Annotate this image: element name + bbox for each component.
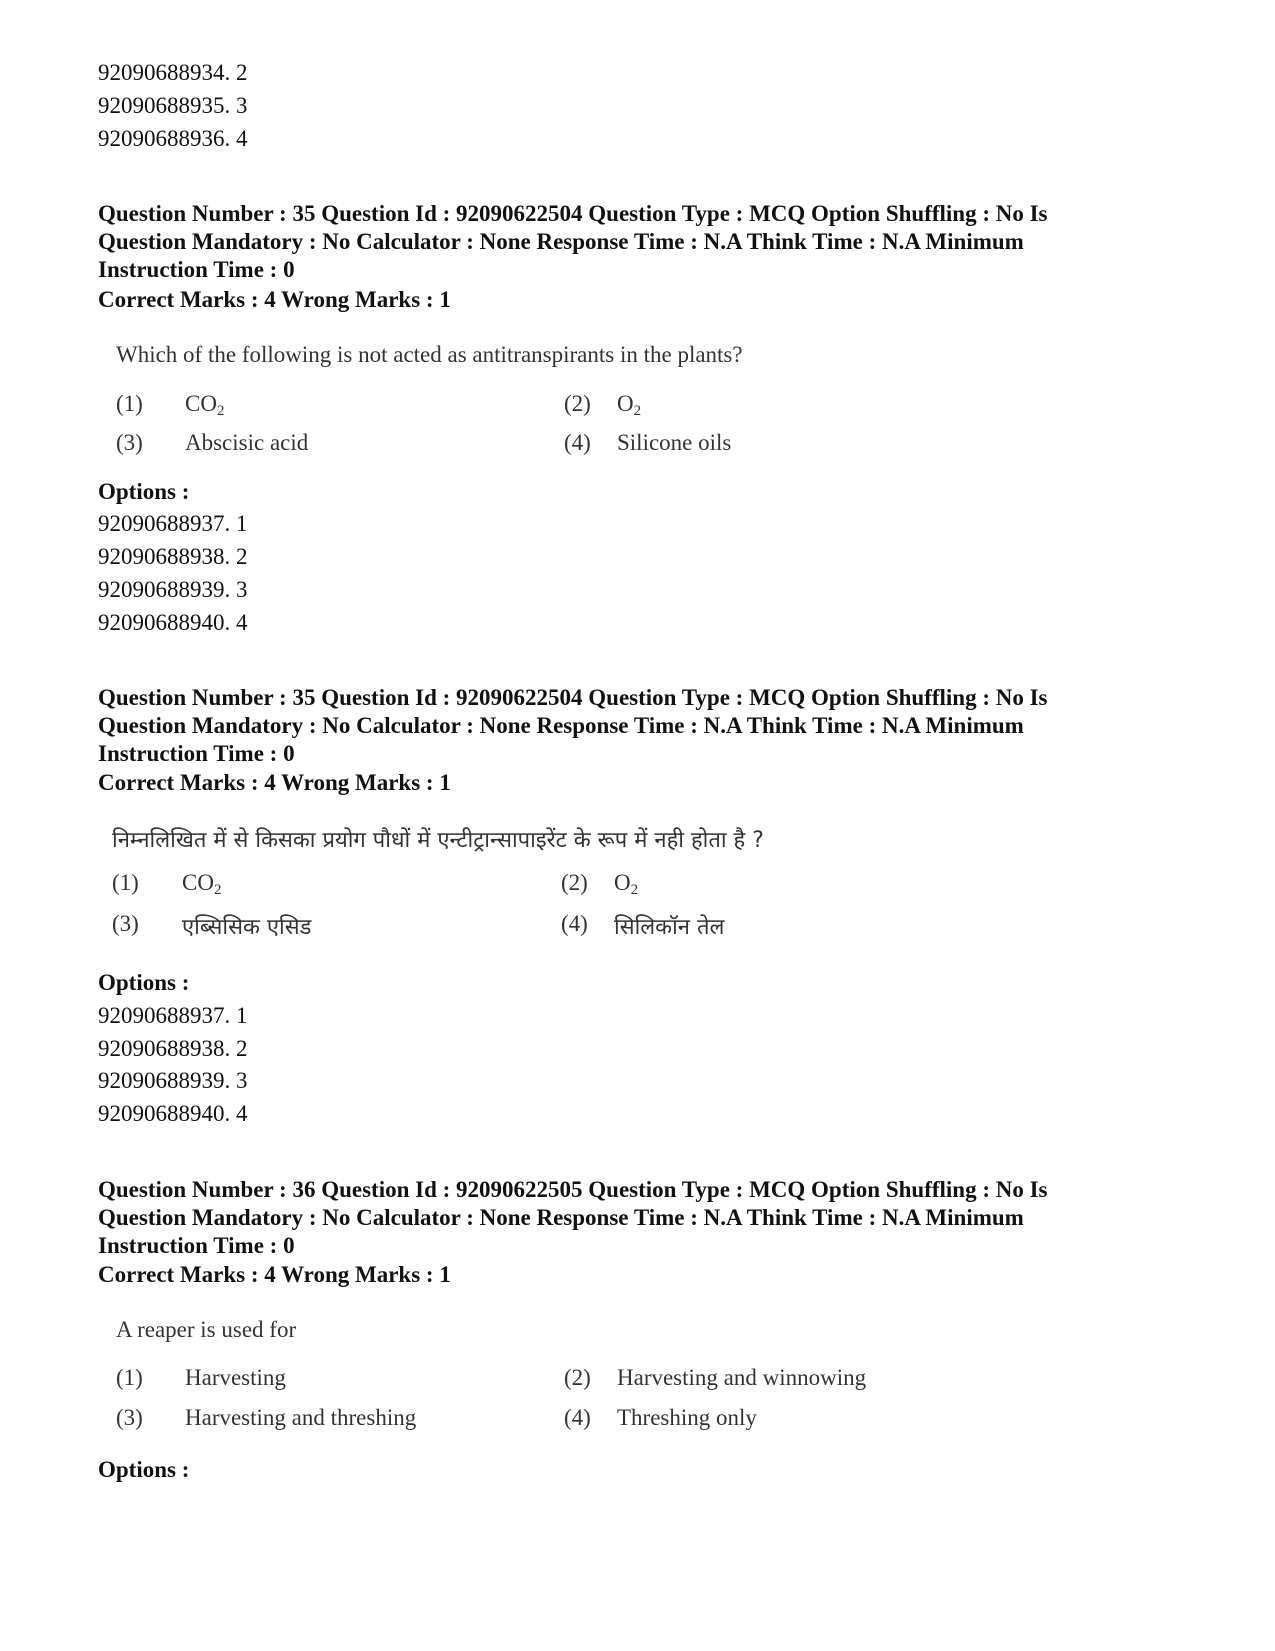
choice-number: (1) xyxy=(116,391,143,416)
marks-line: Correct Marks : 4 Wrong Marks : 1 xyxy=(98,287,451,312)
marks-line: Correct Marks : 4 Wrong Marks : 1 xyxy=(98,1262,451,1287)
question-meta xyxy=(98,684,1178,768)
option-line: 92090688940. 4 xyxy=(98,610,248,635)
question-meta-line: Question Number : 36 Question Id : 92090622505 Question Type : MCQ Option Shuffling : No Is xyxy=(98,1177,1048,1202)
question-meta-line: Question Number : 35 Question Id : 92090622504 Question Type : MCQ Option Shuffling : No Is xyxy=(98,201,1048,226)
options-label: Options : xyxy=(98,1457,190,1482)
choice-number: (4) xyxy=(561,911,588,936)
marks-line: Correct Marks : 4 Wrong Marks : 1 xyxy=(98,770,451,795)
choice-number: (4) xyxy=(564,430,591,455)
option-line: 92090688936. 4 xyxy=(98,126,248,151)
options-label: Options : xyxy=(98,970,190,995)
choice-text: Threshing only xyxy=(617,1405,757,1430)
option-line: 92090688938. 2 xyxy=(98,544,248,569)
question-meta-line: Question Mandatory : No Calculator : None Response Time : N.A Think Time : N.A Minimum xyxy=(98,229,1024,254)
choice-number: (3) xyxy=(116,430,143,455)
option-line: 92090688937. 1 xyxy=(98,1003,248,1028)
option-line: 92090688937. 1 xyxy=(98,511,248,536)
choice-text: Harvesting and threshing xyxy=(185,1405,417,1430)
question-text: A reaper is used for xyxy=(116,1317,297,1342)
question-meta-line: Question Mandatory : No Calculator : None Response Time : N.A Think Time : N.A Minimum xyxy=(98,1205,1024,1230)
question-meta xyxy=(98,1176,1178,1260)
choice-text: Silicone oils xyxy=(617,430,732,455)
choice-number: (3) xyxy=(116,1405,143,1430)
choice-text: Harvesting xyxy=(185,1365,286,1390)
choice-number: (2) xyxy=(564,1365,591,1390)
choice-text: Harvesting and winnowing xyxy=(617,1365,867,1390)
choice-number: (1) xyxy=(116,1365,143,1390)
option-line: 92090688939. 3 xyxy=(98,1068,248,1093)
choice-text: $CO_2$ xyxy=(185,391,225,419)
question-meta-line: Instruction Time : 0 xyxy=(98,257,295,282)
question-text: Which of the following is not acted as antitranspirants in the plants? xyxy=(116,342,743,367)
question-meta-line: Instruction Time : 0 xyxy=(98,741,295,766)
question-text: निम्नलिखित में से किसका प्रयोग पौधों में एन्टीट्रान्सापाइरेंट के रूप में नही होता है ? xyxy=(112,828,764,853)
choice-number: (2) xyxy=(561,870,588,895)
choice-text: सिलिकॉन तेल xyxy=(614,915,725,940)
choice-number: (2) xyxy=(564,391,591,416)
choice-text: $CO_2$ xyxy=(182,870,222,898)
option-line: 92090688935. 3 xyxy=(98,93,248,118)
choice-text: $O_2$ xyxy=(614,870,639,898)
choice-text: एब्सिसिक एसिड xyxy=(182,915,312,940)
choice-number: (1) xyxy=(112,870,139,895)
choice-text: $O_2$ xyxy=(617,391,642,419)
question-meta-line: Question Mandatory : No Calculator : None Response Time : N.A Think Time : N.A Minimum xyxy=(98,713,1024,738)
option-line: 92090688938. 2 xyxy=(98,1036,248,1061)
choice-number: (3) xyxy=(112,911,139,936)
options-label: Options : xyxy=(98,479,190,504)
question-meta xyxy=(98,200,1178,284)
question-meta-line: Question Number : 35 Question Id : 92090622504 Question Type : MCQ Option Shuffling : No Is xyxy=(98,685,1048,710)
choice-number: (4) xyxy=(564,1405,591,1430)
option-line: 92090688940. 4 xyxy=(98,1101,248,1126)
choice-text: Abscisic acid xyxy=(185,430,309,455)
option-line: 92090688934. 2 xyxy=(98,60,248,85)
option-line: 92090688939. 3 xyxy=(98,577,248,602)
question-meta-line: Instruction Time : 0 xyxy=(98,1233,295,1258)
